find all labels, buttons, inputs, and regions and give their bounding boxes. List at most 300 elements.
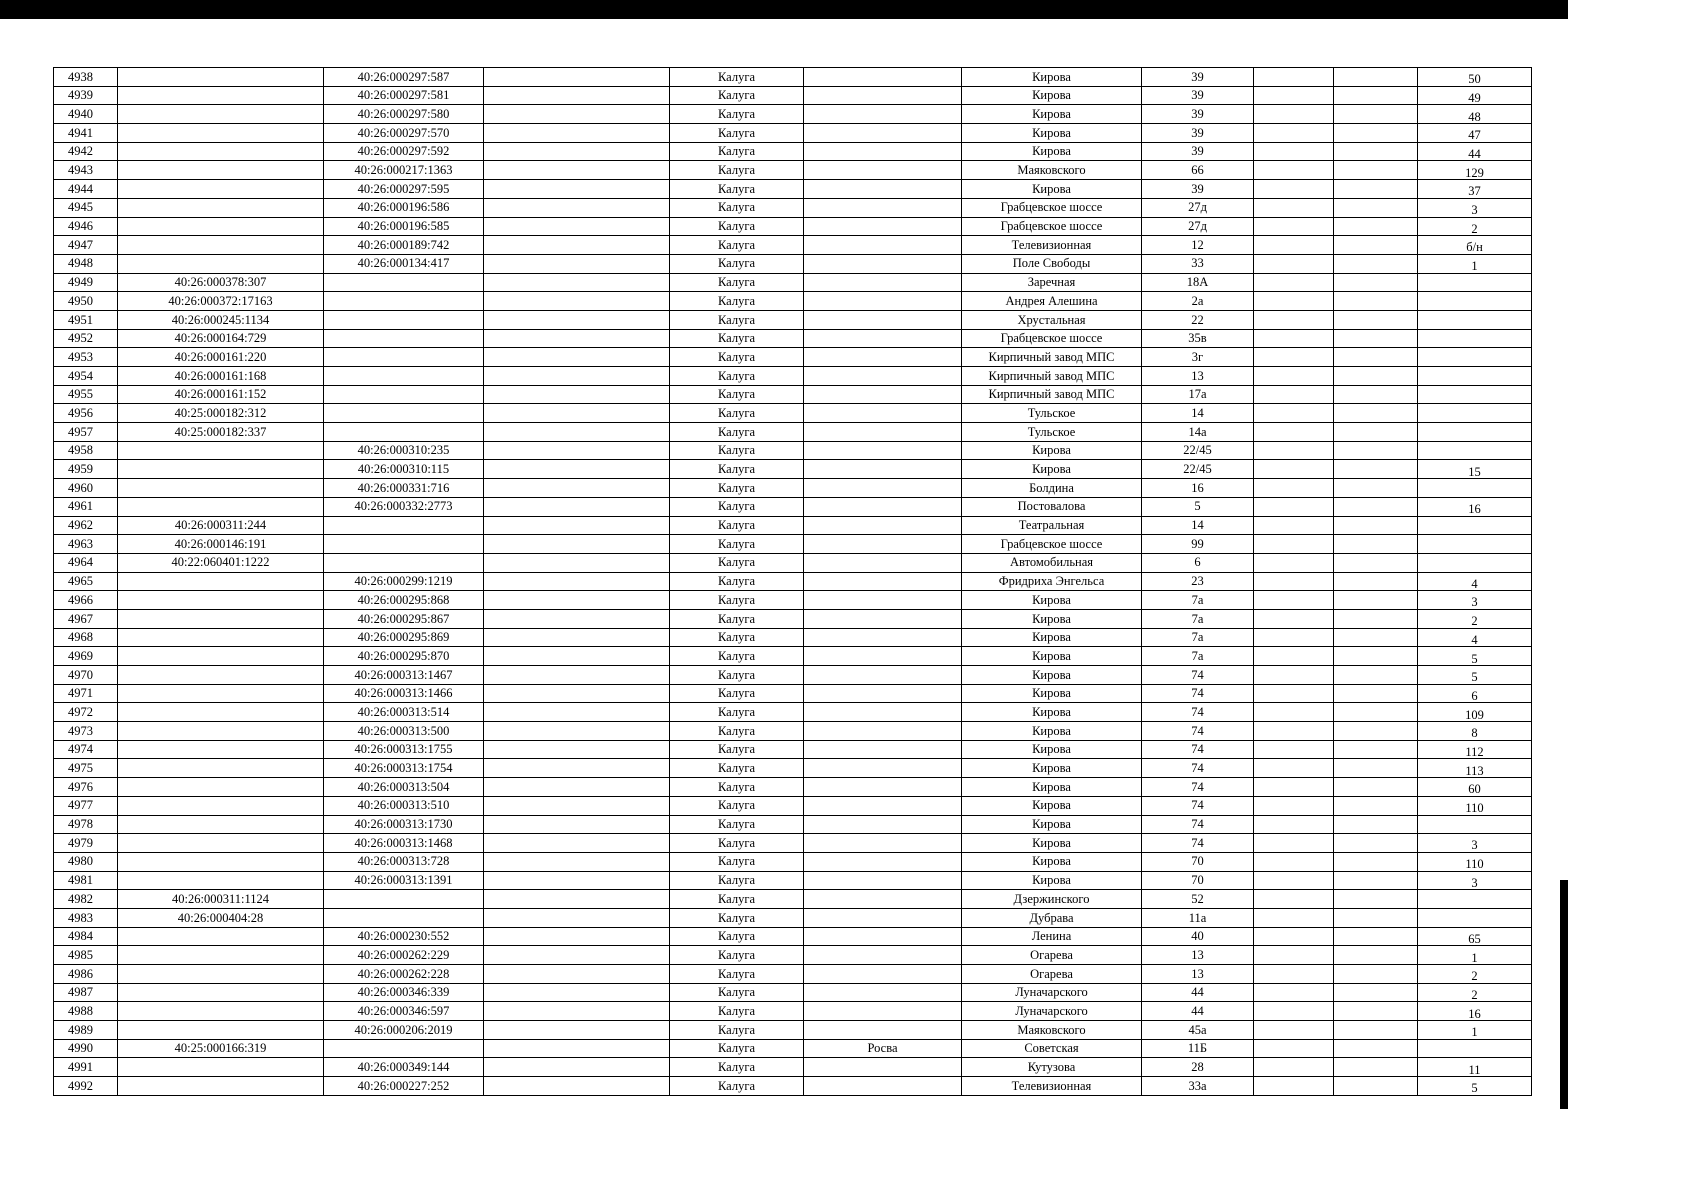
cadastral-number-land-cell: [118, 180, 324, 199]
cadastral-number-land-cell: [118, 142, 324, 161]
row-number-cell: 4988: [54, 1002, 118, 1021]
city-cell: Калуга: [670, 1021, 804, 1040]
building-cell: [1254, 460, 1334, 479]
structure-cell: [1334, 815, 1418, 834]
house-number-cell: 7а: [1142, 609, 1254, 628]
extra-field-cell: [484, 367, 670, 386]
building-cell: [1254, 834, 1334, 853]
house-number-cell: 40: [1142, 927, 1254, 946]
apartment-cell: 49: [1418, 86, 1532, 105]
house-number-cell: 23: [1142, 572, 1254, 591]
structure-cell: [1334, 479, 1418, 498]
structure-cell: [1334, 1021, 1418, 1040]
table-row: [54, 1058, 1532, 1077]
cadastral-number-land-cell: [118, 68, 324, 87]
city-cell: Калуга: [670, 254, 804, 273]
extra-field-cell: [484, 68, 670, 87]
cadastral-number-land-cell: 40:26:000372:17163: [118, 292, 324, 311]
structure-cell: [1334, 516, 1418, 535]
building-cell: [1254, 684, 1334, 703]
street-cell: Маяковского: [962, 1021, 1142, 1040]
row-number-cell: 4942: [54, 142, 118, 161]
apartment-cell: [1418, 553, 1532, 572]
row-number-cell: 4950: [54, 292, 118, 311]
street-cell: Кирова: [962, 796, 1142, 815]
house-number-cell: 7а: [1142, 628, 1254, 647]
structure-cell: [1334, 965, 1418, 984]
row-number-cell: 4943: [54, 161, 118, 180]
cadastral-number-premises-cell: 40:26:000313:1730: [324, 815, 484, 834]
apartment-cell: 129: [1418, 161, 1532, 180]
structure-cell: [1334, 367, 1418, 386]
city-cell: Калуга: [670, 497, 804, 516]
locality-cell: [804, 927, 962, 946]
apartment-cell: [1418, 908, 1532, 927]
cadastral-number-premises-cell: [324, 273, 484, 292]
cadastral-number-land-cell: [118, 871, 324, 890]
building-cell: [1254, 1039, 1334, 1058]
structure-cell: [1334, 703, 1418, 722]
cadastral-number-premises-cell: 40:26:000206:2019: [324, 1021, 484, 1040]
apartment-cell: [1418, 348, 1532, 367]
street-cell: Ленина: [962, 927, 1142, 946]
house-number-cell: 13: [1142, 367, 1254, 386]
apartment-cell: 2: [1418, 609, 1532, 628]
street-cell: Фридриха Энгельса: [962, 572, 1142, 591]
building-cell: [1254, 871, 1334, 890]
table-row: [54, 890, 1532, 909]
house-number-cell: 52: [1142, 890, 1254, 909]
table-row: [54, 385, 1532, 404]
extra-field-cell: [484, 460, 670, 479]
city-cell: Калуга: [670, 105, 804, 124]
house-number-cell: 5: [1142, 497, 1254, 516]
extra-field-cell: [484, 722, 670, 741]
cadastral-number-premises-cell: [324, 890, 484, 909]
table-row: [54, 759, 1532, 778]
cadastral-number-premises-cell: [324, 535, 484, 554]
cadastral-number-premises-cell: 40:26:000295:870: [324, 647, 484, 666]
extra-field-cell: [484, 310, 670, 329]
table-row: [54, 927, 1532, 946]
table-row: [54, 684, 1532, 703]
cadastral-number-premises-cell: 40:26:000313:1467: [324, 666, 484, 685]
extra-field-cell: [484, 292, 670, 311]
cadastral-number-land-cell: [118, 161, 324, 180]
locality-cell: [804, 423, 962, 442]
city-cell: Калуга: [670, 348, 804, 367]
extra-field-cell: [484, 124, 670, 143]
table-row: [54, 479, 1532, 498]
cadastral-number-land-cell: [118, 124, 324, 143]
table-row: [54, 778, 1532, 797]
cadastral-number-land-cell: [118, 497, 324, 516]
cadastral-number-premises-cell: 40:26:000297:587: [324, 68, 484, 87]
cadastral-number-land-cell: [118, 684, 324, 703]
locality-cell: [804, 68, 962, 87]
apartment-cell: 5: [1418, 647, 1532, 666]
row-number-cell: 4976: [54, 778, 118, 797]
locality-cell: [804, 1058, 962, 1077]
structure-cell: [1334, 666, 1418, 685]
house-number-cell: 74: [1142, 778, 1254, 797]
building-cell: [1254, 385, 1334, 404]
house-number-cell: 74: [1142, 703, 1254, 722]
city-cell: Калуга: [670, 553, 804, 572]
house-number-cell: 99: [1142, 535, 1254, 554]
house-number-cell: 33а: [1142, 1077, 1254, 1096]
extra-field-cell: [484, 759, 670, 778]
apartment-cell: [1418, 815, 1532, 834]
apartment-cell: 2: [1418, 217, 1532, 236]
row-number-cell: 4940: [54, 105, 118, 124]
city-cell: Калуга: [670, 535, 804, 554]
building-cell: [1254, 609, 1334, 628]
locality-cell: [804, 441, 962, 460]
cadastral-number-land-cell: [118, 927, 324, 946]
apartment-cell: [1418, 423, 1532, 442]
row-number-cell: 4991: [54, 1058, 118, 1077]
cadastral-number-premises-cell: 40:26:000331:716: [324, 479, 484, 498]
street-cell: Кирпичный завод МПС: [962, 367, 1142, 386]
building-cell: [1254, 367, 1334, 386]
city-cell: Калуга: [670, 367, 804, 386]
cadastral-number-land-cell: 40:22:060401:1222: [118, 553, 324, 572]
city-cell: Калуга: [670, 927, 804, 946]
extra-field-cell: [484, 1039, 670, 1058]
house-number-cell: 39: [1142, 105, 1254, 124]
structure-cell: [1334, 105, 1418, 124]
table-row: [54, 348, 1532, 367]
cadastral-number-premises-cell: 40:26:000189:742: [324, 236, 484, 255]
table-row: [54, 815, 1532, 834]
table-row: [54, 236, 1532, 255]
city-cell: Калуга: [670, 217, 804, 236]
cadastral-number-land-cell: [118, 759, 324, 778]
extra-field-cell: [484, 497, 670, 516]
cadastral-number-land-cell: [118, 236, 324, 255]
row-number-cell: 4953: [54, 348, 118, 367]
table-row: [54, 722, 1532, 741]
table-row: [54, 423, 1532, 442]
extra-field-cell: [484, 86, 670, 105]
structure-cell: [1334, 890, 1418, 909]
extra-field-cell: [484, 628, 670, 647]
house-number-cell: 7а: [1142, 591, 1254, 610]
extra-field-cell: [484, 666, 670, 685]
row-number-cell: 4977: [54, 796, 118, 815]
structure-cell: [1334, 871, 1418, 890]
extra-field-cell: [484, 778, 670, 797]
cadastral-number-premises-cell: [324, 367, 484, 386]
structure-cell: [1334, 852, 1418, 871]
cadastral-number-land-cell: [118, 460, 324, 479]
street-cell: Театральная: [962, 516, 1142, 535]
house-number-cell: 14: [1142, 404, 1254, 423]
locality-cell: [804, 628, 962, 647]
row-number-cell: 4992: [54, 1077, 118, 1096]
building-cell: [1254, 666, 1334, 685]
apartment-cell: 113: [1418, 759, 1532, 778]
structure-cell: [1334, 161, 1418, 180]
city-cell: Калуга: [670, 404, 804, 423]
house-number-cell: 74: [1142, 759, 1254, 778]
cadastral-number-premises-cell: 40:26:000313:514: [324, 703, 484, 722]
city-cell: Калуга: [670, 722, 804, 741]
house-number-cell: 74: [1142, 815, 1254, 834]
extra-field-cell: [484, 740, 670, 759]
cadastral-number-premises-cell: [324, 423, 484, 442]
cadastral-number-premises-cell: 40:26:000297:595: [324, 180, 484, 199]
row-number-cell: 4978: [54, 815, 118, 834]
cadastral-number-premises-cell: [324, 329, 484, 348]
extra-field-cell: [484, 1077, 670, 1096]
street-cell: Телевизионная: [962, 236, 1142, 255]
building-cell: [1254, 1002, 1334, 1021]
street-cell: Кирова: [962, 68, 1142, 87]
row-number-cell: 4964: [54, 553, 118, 572]
structure-cell: [1334, 1039, 1418, 1058]
house-number-cell: 44: [1142, 1002, 1254, 1021]
row-number-cell: 4987: [54, 983, 118, 1002]
row-number-cell: 4981: [54, 871, 118, 890]
structure-cell: [1334, 310, 1418, 329]
building-cell: [1254, 105, 1334, 124]
extra-field-cell: [484, 142, 670, 161]
street-cell: Кирова: [962, 124, 1142, 143]
cadastral-number-land-cell: 40:26:000245:1134: [118, 310, 324, 329]
cadastral-number-land-cell: [118, 479, 324, 498]
locality-cell: [804, 273, 962, 292]
extra-field-cell: [484, 591, 670, 610]
building-cell: [1254, 217, 1334, 236]
city-cell: Калуга: [670, 86, 804, 105]
apartment-cell: 47: [1418, 124, 1532, 143]
extra-field-cell: [484, 385, 670, 404]
apartment-cell: б/н: [1418, 236, 1532, 255]
house-number-cell: 74: [1142, 834, 1254, 853]
cadastral-number-premises-cell: 40:26:000346:597: [324, 1002, 484, 1021]
house-number-cell: 18А: [1142, 273, 1254, 292]
building-cell: [1254, 273, 1334, 292]
structure-cell: [1334, 946, 1418, 965]
building-cell: [1254, 497, 1334, 516]
structure-cell: [1334, 759, 1418, 778]
city-cell: Калуга: [670, 236, 804, 255]
table-row: [54, 460, 1532, 479]
locality-cell: [804, 292, 962, 311]
table-row: [54, 591, 1532, 610]
locality-cell: [804, 124, 962, 143]
street-cell: Дубрава: [962, 908, 1142, 927]
city-cell: Калуга: [670, 310, 804, 329]
locality-cell: [804, 759, 962, 778]
structure-cell: [1334, 86, 1418, 105]
street-cell: Маяковского: [962, 161, 1142, 180]
locality-cell: [804, 142, 962, 161]
cadastral-number-land-cell: [118, 572, 324, 591]
extra-field-cell: [484, 1002, 670, 1021]
table-row: [54, 441, 1532, 460]
cadastral-number-premises-cell: 40:26:000297:592: [324, 142, 484, 161]
cadastral-number-premises-cell: [324, 310, 484, 329]
apartment-cell: 37: [1418, 180, 1532, 199]
row-number-cell: 4974: [54, 740, 118, 759]
street-cell: Кирова: [962, 647, 1142, 666]
street-cell: Луначарского: [962, 1002, 1142, 1021]
table-row: [54, 1021, 1532, 1040]
apartment-cell: 3: [1418, 591, 1532, 610]
structure-cell: [1334, 1077, 1418, 1096]
extra-field-cell: [484, 423, 670, 442]
cadastral-number-premises-cell: 40:26:000313:1755: [324, 740, 484, 759]
cadastral-number-premises-cell: [324, 908, 484, 927]
apartment-cell: 44: [1418, 142, 1532, 161]
building-cell: [1254, 142, 1334, 161]
apartment-cell: 16: [1418, 1002, 1532, 1021]
cadastral-number-premises-cell: 40:26:000227:252: [324, 1077, 484, 1096]
row-number-cell: 4947: [54, 236, 118, 255]
street-cell: Грабцевское шоссе: [962, 329, 1142, 348]
street-cell: Кирова: [962, 778, 1142, 797]
extra-field-cell: [484, 479, 670, 498]
city-cell: Калуга: [670, 759, 804, 778]
extra-field-cell: [484, 348, 670, 367]
house-number-cell: 13: [1142, 965, 1254, 984]
street-cell: Кирова: [962, 441, 1142, 460]
city-cell: Калуга: [670, 142, 804, 161]
street-cell: Кирова: [962, 852, 1142, 871]
structure-cell: [1334, 834, 1418, 853]
house-number-cell: 66: [1142, 161, 1254, 180]
structure-cell: [1334, 591, 1418, 610]
cadastral-number-land-cell: [118, 628, 324, 647]
table-row: [54, 553, 1532, 572]
cadastral-number-premises-cell: [324, 553, 484, 572]
city-cell: Калуга: [670, 740, 804, 759]
locality-cell: [804, 703, 962, 722]
locality-cell: [804, 796, 962, 815]
locality-cell: [804, 1077, 962, 1096]
building-cell: [1254, 852, 1334, 871]
cadastral-number-land-cell: 40:26:000146:191: [118, 535, 324, 554]
locality-cell: [804, 497, 962, 516]
cadastral-number-premises-cell: 40:26:000230:552: [324, 927, 484, 946]
cadastral-number-premises-cell: 40:26:000262:228: [324, 965, 484, 984]
apartment-cell: 48: [1418, 105, 1532, 124]
row-number-cell: 4962: [54, 516, 118, 535]
cadastral-number-premises-cell: 40:26:000310:115: [324, 460, 484, 479]
apartment-cell: [1418, 1039, 1532, 1058]
house-number-cell: 6: [1142, 553, 1254, 572]
building-cell: [1254, 86, 1334, 105]
apartment-cell: 65: [1418, 927, 1532, 946]
structure-cell: [1334, 684, 1418, 703]
building-cell: [1254, 553, 1334, 572]
building-cell: [1254, 927, 1334, 946]
locality-cell: [804, 983, 962, 1002]
structure-cell: [1334, 292, 1418, 311]
building-cell: [1254, 423, 1334, 442]
apartment-cell: [1418, 385, 1532, 404]
street-cell: Тульское: [962, 404, 1142, 423]
house-number-cell: 22/45: [1142, 460, 1254, 479]
house-number-cell: 39: [1142, 142, 1254, 161]
structure-cell: [1334, 180, 1418, 199]
building-cell: [1254, 778, 1334, 797]
street-cell: Автомобильная: [962, 553, 1142, 572]
cadastral-number-premises-cell: [324, 1039, 484, 1058]
cadastral-number-land-cell: [118, 852, 324, 871]
street-cell: Кирова: [962, 591, 1142, 610]
locality-cell: [804, 460, 962, 479]
building-cell: [1254, 946, 1334, 965]
extra-field-cell: [484, 1021, 670, 1040]
row-number-cell: 4960: [54, 479, 118, 498]
cadastral-number-land-cell: [118, 740, 324, 759]
extra-field-cell: [484, 535, 670, 554]
street-cell: Советская: [962, 1039, 1142, 1058]
extra-field-cell: [484, 927, 670, 946]
row-number-cell: 4972: [54, 703, 118, 722]
building-cell: [1254, 572, 1334, 591]
extra-field-cell: [484, 796, 670, 815]
table-row: [54, 871, 1532, 890]
extra-field-cell: [484, 647, 670, 666]
house-number-cell: 16: [1142, 479, 1254, 498]
cadastral-number-land-cell: [118, 254, 324, 273]
row-number-cell: 4979: [54, 834, 118, 853]
apartment-cell: [1418, 310, 1532, 329]
cadastral-number-premises-cell: [324, 516, 484, 535]
cadastral-number-premises-cell: 40:26:000332:2773: [324, 497, 484, 516]
city-cell: Калуга: [670, 479, 804, 498]
city-cell: Калуга: [670, 460, 804, 479]
structure-cell: [1334, 740, 1418, 759]
cadastral-number-land-cell: 40:26:000164:729: [118, 329, 324, 348]
city-cell: Калуга: [670, 68, 804, 87]
city-cell: Калуга: [670, 647, 804, 666]
table-row: [54, 796, 1532, 815]
cadastral-number-premises-cell: 40:26:000313:1468: [324, 834, 484, 853]
cadastral-number-premises-cell: 40:26:000295:867: [324, 609, 484, 628]
cadastral-number-premises-cell: 40:26:000295:868: [324, 591, 484, 610]
cadastral-number-premises-cell: [324, 404, 484, 423]
cadastral-number-land-cell: 40:26:000404:28: [118, 908, 324, 927]
apartment-cell: [1418, 890, 1532, 909]
cadastral-number-premises-cell: 40:26:000196:585: [324, 217, 484, 236]
cadastral-number-land-cell: 40:25:000182:337: [118, 423, 324, 442]
city-cell: Калуга: [670, 329, 804, 348]
city-cell: Калуга: [670, 871, 804, 890]
locality-cell: [804, 834, 962, 853]
cadastral-number-premises-cell: 40:26:000313:1466: [324, 684, 484, 703]
table-row: [54, 535, 1532, 554]
building-cell: [1254, 1058, 1334, 1077]
cadastral-number-premises-cell: 40:26:000297:581: [324, 86, 484, 105]
locality-cell: [804, 479, 962, 498]
structure-cell: [1334, 1002, 1418, 1021]
apartment-cell: [1418, 516, 1532, 535]
cadastral-number-premises-cell: 40:26:000313:1391: [324, 871, 484, 890]
cadastral-number-premises-cell: 40:26:000313:510: [324, 796, 484, 815]
locality-cell: [804, 553, 962, 572]
structure-cell: [1334, 254, 1418, 273]
cadastral-number-premises-cell: [324, 348, 484, 367]
apartment-cell: [1418, 329, 1532, 348]
building-cell: [1254, 535, 1334, 554]
table-row: [54, 217, 1532, 236]
